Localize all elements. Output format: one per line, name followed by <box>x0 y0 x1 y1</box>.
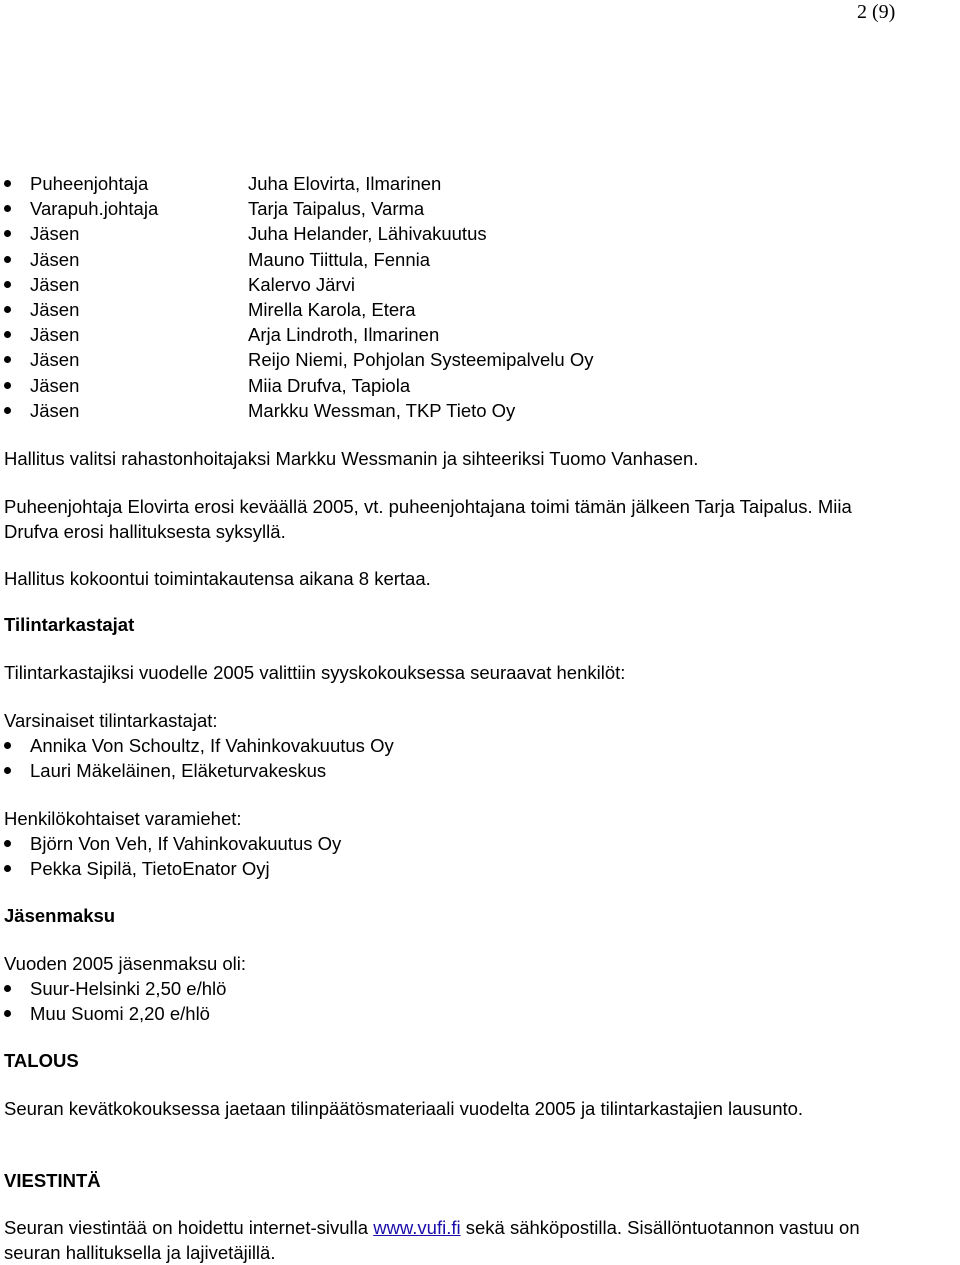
list-item: Muu Suomi 2,20 e/hlö <box>4 1001 959 1026</box>
board-row <box>4 247 959 272</box>
board-role: Varapuh.johtaja <box>30 198 159 220</box>
fee-list <box>4 976 959 1026</box>
board-role: Jäsen <box>30 298 80 320</box>
regular-auditors <box>4 733 959 783</box>
comms-text: Seuran viestintää on hoidettu internet-sivulla <box>4 1217 374 1238</box>
board-member: Juha Elovirta, Ilmarinen <box>248 173 442 194</box>
finance-text: Seuran kevätkokouksessa jaetaan tilinpäätösmateriaali vuodelta 2005 ja tilintarkastajien lausunto. <box>4 1098 804 1119</box>
board-role: Jäsen <box>30 399 80 421</box>
fee-heading: Jäsenmaksu <box>4 905 116 926</box>
regular-auditors-label: Varsinaiset tilintarkastajat: <box>4 710 218 731</box>
meetings-paragraph: Hallitus kokoontui toimintakautensa aikana 8 kertaa. <box>4 568 431 589</box>
board-row <box>4 171 959 196</box>
board-role: Jäsen <box>30 248 80 270</box>
chair-paragraph-line: Drufva erosi hallituksesta syksyllä. <box>4 521 286 543</box>
chair-paragraph <box>4 494 959 544</box>
board-role: Jäsen <box>30 349 80 371</box>
board-section <box>4 171 959 423</box>
list-item: Björn Von Veh, If Vahinkovakuutus Oy <box>4 831 959 856</box>
board-role: Jäsen <box>30 374 80 396</box>
comms-line <box>4 1215 959 1240</box>
treasurer-paragraph: Hallitus valitsi rahastonhoitajaksi Markku Wessmanin ja sihteeriksi Tuomo Vanhasen. <box>4 448 699 469</box>
board-member: Mauno Tiittula, Fennia <box>248 248 431 270</box>
board-member: Reijo Niemi, Pohjolan Systeemipalvelu Oy <box>248 349 594 371</box>
page-number: 2 (9) <box>857 1 896 23</box>
website-link[interactable]: www.vufi.fi <box>373 1217 461 1238</box>
auditors-intro: Tilintarkastajiksi vuodelle 2005 valittiin syyskokouksessa seuraavat henkilöt: <box>4 662 626 683</box>
comms-line: seuran hallituksella ja lajivetäjillä. <box>4 1242 276 1264</box>
board-row <box>4 297 959 322</box>
comms-text: sekä sähköpostilla. Sisällöntuotannon vastuu on <box>460 1217 860 1238</box>
list-item: Suur-Helsinki 2,50 e/hlö <box>4 976 959 1001</box>
board-role: Puheenjohtaja <box>30 173 149 194</box>
deputy-auditors <box>4 831 959 881</box>
board-member: Miia Drufva, Tapiola <box>248 374 411 396</box>
board-row <box>4 347 959 372</box>
board-member: Tarja Taipalus, Varma <box>248 198 425 220</box>
board-row <box>4 373 959 398</box>
board-member: Kalervo Järvi <box>248 273 355 295</box>
auditors-heading: Tilintarkastajat <box>4 614 135 635</box>
board-member: Arja Lindroth, Ilmarinen <box>248 324 440 346</box>
board-row <box>4 322 959 347</box>
board-row <box>4 272 959 297</box>
board-member: Markku Wessman, TKP Tieto Oy <box>248 399 516 421</box>
board-role: Jäsen <box>30 324 80 346</box>
board-member: Juha Helander, Lähivakuutus <box>248 223 487 245</box>
board-role: Jäsen <box>30 273 80 295</box>
list-item: Annika Von Schoultz, If Vahinkovakuutus Oy <box>4 733 959 758</box>
finance-heading: TALOUS <box>4 1050 79 1071</box>
list-item: Lauri Mäkeläinen, Eläketurvakeskus <box>4 758 959 783</box>
board-member: Mirella Karola, Etera <box>248 298 416 320</box>
list-item: Pekka Sipilä, TietoEnator Oyj <box>4 856 959 881</box>
deputy-auditors-label: Henkilökohtaiset varamiehet: <box>4 808 242 829</box>
board-row <box>4 196 959 221</box>
board-role: Jäsen <box>30 223 80 245</box>
fee-intro: Vuoden 2005 jäsenmaksu oli: <box>4 953 247 974</box>
board-row <box>4 221 959 246</box>
chair-paragraph-line: Puheenjohtaja Elovirta erosi keväällä 2005, vt. puheenjohtajana toimi tämän jälkeen Tarja Taipalus. Miia <box>4 496 852 517</box>
board-row <box>4 398 959 423</box>
comms-heading: VIESTINTÄ <box>4 1170 101 1191</box>
comms-paragraph <box>4 1215 959 1265</box>
board-list <box>4 171 959 423</box>
